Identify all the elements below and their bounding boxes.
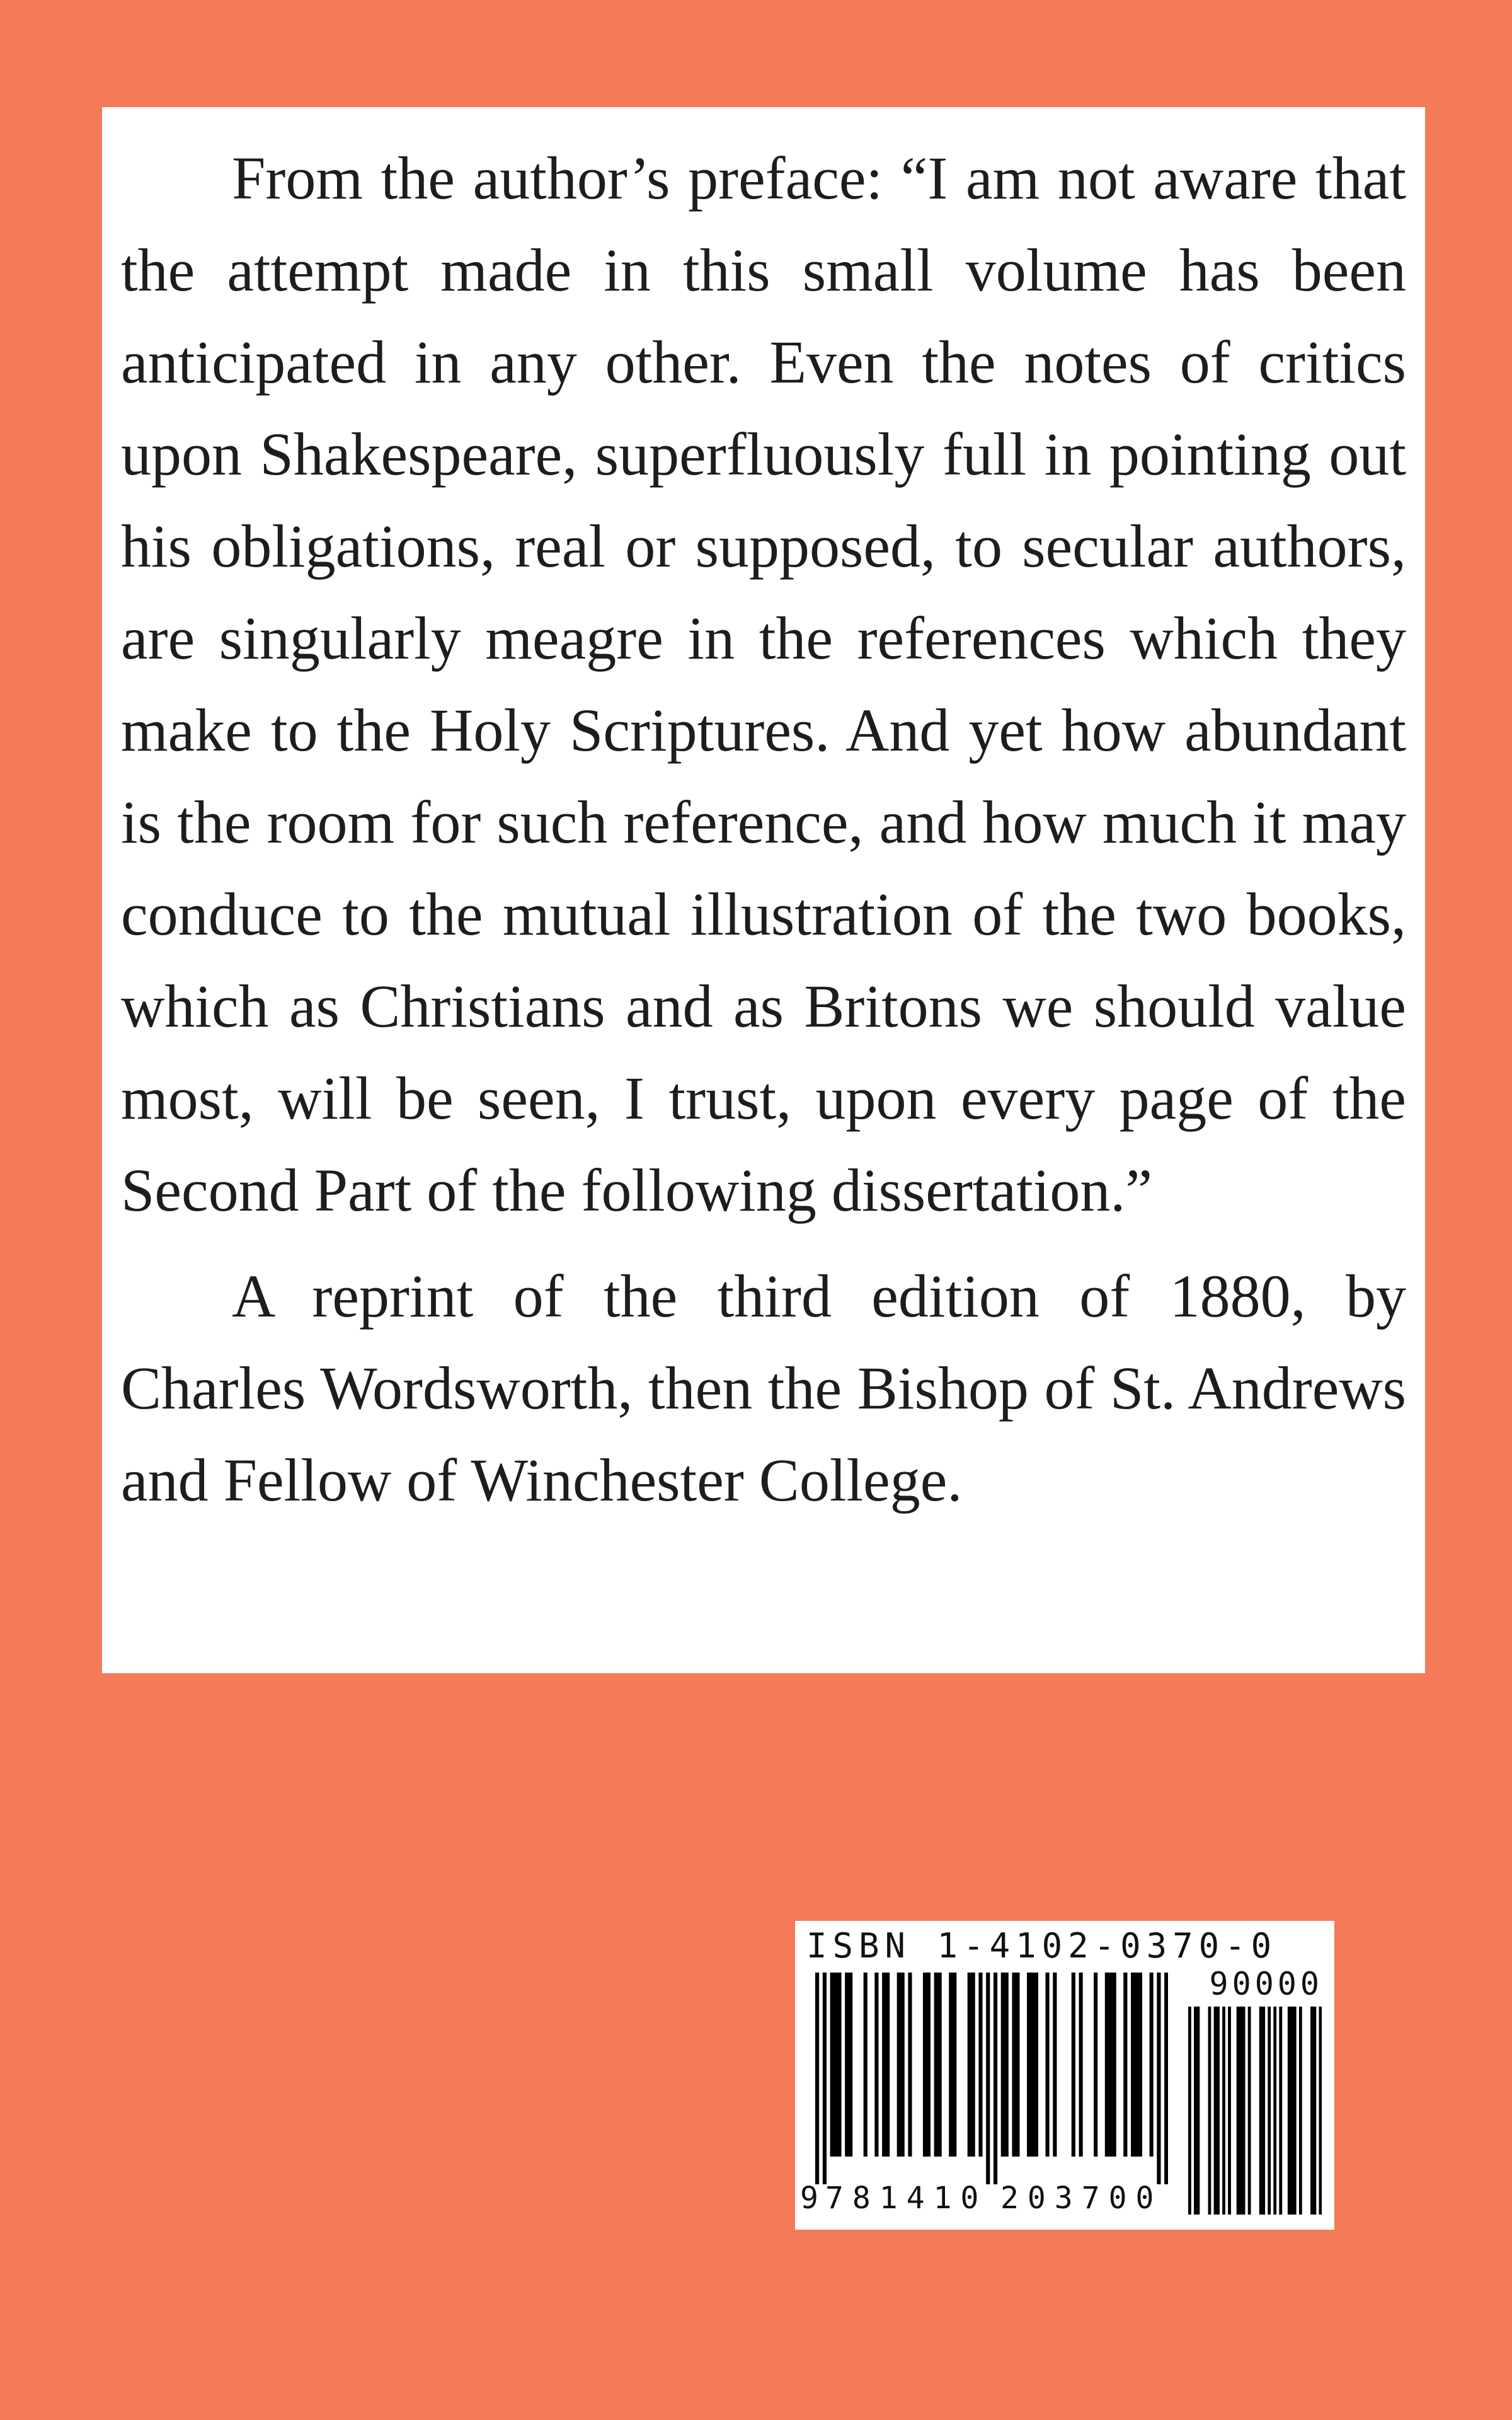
addon-bar — [1194, 2007, 1197, 2215]
addon-bar — [1293, 2007, 1297, 2215]
barcode-bar — [953, 1973, 956, 2157]
barcode-bar — [938, 1973, 942, 2157]
barcode-bar — [897, 1973, 901, 2157]
addon-bar — [1188, 2007, 1191, 2215]
barcode-bar — [949, 1973, 953, 2157]
barcode-bar — [833, 1973, 837, 2157]
barcode-bar — [815, 1973, 819, 2184]
barcode-bar — [978, 1973, 982, 2157]
barcode-bar — [1012, 1973, 1016, 2157]
barcode-bar — [1157, 1973, 1160, 2184]
addon-bar — [1228, 2007, 1231, 2215]
addon-bar — [1268, 2007, 1271, 2215]
barcode-bar — [1079, 1973, 1083, 2157]
barcode-bar — [1016, 1973, 1019, 2157]
barcode-bar — [1131, 1973, 1135, 2157]
addon-bar — [1237, 2007, 1240, 2215]
barcode-bar — [1138, 1973, 1142, 2157]
barcode-bar — [927, 1973, 931, 2157]
addon-bar — [1242, 2007, 1246, 2215]
addon-bar — [1197, 2007, 1200, 2215]
barcode-bar — [1027, 1973, 1031, 2157]
barcode-bar — [1005, 1973, 1009, 2157]
barcode-bar — [1094, 1973, 1097, 2157]
barcode-bar — [1150, 1973, 1154, 2157]
addon-bar — [1208, 2007, 1211, 2215]
barcode-bar — [901, 1973, 905, 2157]
barcode-bar — [823, 1973, 827, 2184]
barcode-bar — [1031, 1973, 1034, 2157]
addon-bar — [1310, 2007, 1314, 2215]
addon-bar — [1222, 2007, 1225, 2215]
barcode-bar — [1072, 1973, 1075, 2157]
isbn-barcode — [795, 1921, 1334, 2230]
addon-bar — [1214, 2007, 1217, 2215]
barcode-bar — [882, 1973, 886, 2157]
blurb-panel — [102, 107, 1425, 1673]
barcode-bar — [1164, 1973, 1168, 2184]
barcode-bar — [845, 1973, 849, 2157]
ean-first-digit: 9 — [800, 2181, 818, 2216]
barcode-bar — [864, 1973, 868, 2157]
ean-left-digits: 781410 — [825, 2181, 988, 2216]
barcode-bar — [1034, 1973, 1038, 2157]
barcode-bar — [986, 1973, 990, 2184]
barcode-bar — [830, 1973, 834, 2157]
barcode-bar — [1135, 1973, 1138, 2157]
barcode-bar — [994, 1973, 997, 2184]
barcode-bar — [886, 1973, 890, 2157]
barcode-bar — [1053, 1973, 1057, 2157]
barcode-bar — [1113, 1973, 1116, 2157]
barcode-bar — [934, 1973, 938, 2157]
addon-bar — [1262, 2007, 1265, 2215]
addon-barcode-bars — [1188, 2007, 1322, 2215]
barcode-bar — [1109, 1973, 1113, 2157]
addon-bar — [1259, 2007, 1263, 2215]
addon-bar — [1239, 2007, 1242, 2215]
barcode-bar — [1123, 1973, 1127, 2157]
edition-note-paragraph: A reprint of the third edition of 1880, by Charles Wordsworth, then the Bishop of St. Andrews and Fellow of Winchester College. — [121, 1262, 1406, 1514]
barcode-bar — [968, 1973, 971, 2157]
addon-bar — [1299, 2007, 1302, 2215]
barcode-bar — [923, 1973, 927, 2157]
price-addon-label: 90000 — [1209, 1966, 1323, 2002]
addon-bar — [1217, 2007, 1220, 2215]
ean-right-digits: 203700 — [1000, 2181, 1163, 2216]
barcode-bar — [908, 1973, 912, 2157]
addon-bar — [1290, 2007, 1293, 2215]
isbn-label: ISBN 1-4102-0370-0 — [806, 1926, 1278, 1966]
preface-quote-paragraph: From the author’s preface: “I am not aware that the attempt made in this small volume has been anticipated in any other. Even the notes of critics upon Shakespeare, superfluously full in pointing out his obligations, real or supposed, to secular authors, are singularly meagre in the references which they make to the Holy Scriptures. And yet how abundant is the room for such reference, and how much it may conduce to the mutual illustration of the two books, which as Christians and as Britons we should value most, will be seen, I trust, upon every page of the Second Part of the following dissertation.” — [121, 144, 1406, 1224]
addon-bar — [1319, 2007, 1322, 2215]
barcode-bar — [874, 1973, 878, 2157]
barcode-bar — [1045, 1973, 1049, 2157]
barcode-bar — [837, 1973, 841, 2157]
addon-bar — [1288, 2007, 1291, 2215]
barcode-bar — [1001, 1973, 1005, 2157]
addon-bar — [1313, 2007, 1316, 2215]
addon-bar — [1279, 2007, 1282, 2215]
addon-bar — [1248, 2007, 1251, 2215]
barcode-bar — [1105, 1973, 1109, 2157]
barcode-bar — [849, 1973, 852, 2157]
ean-barcode-bars — [815, 1973, 1168, 2184]
addon-bar — [1273, 2007, 1276, 2215]
barcode-bar — [971, 1973, 975, 2157]
